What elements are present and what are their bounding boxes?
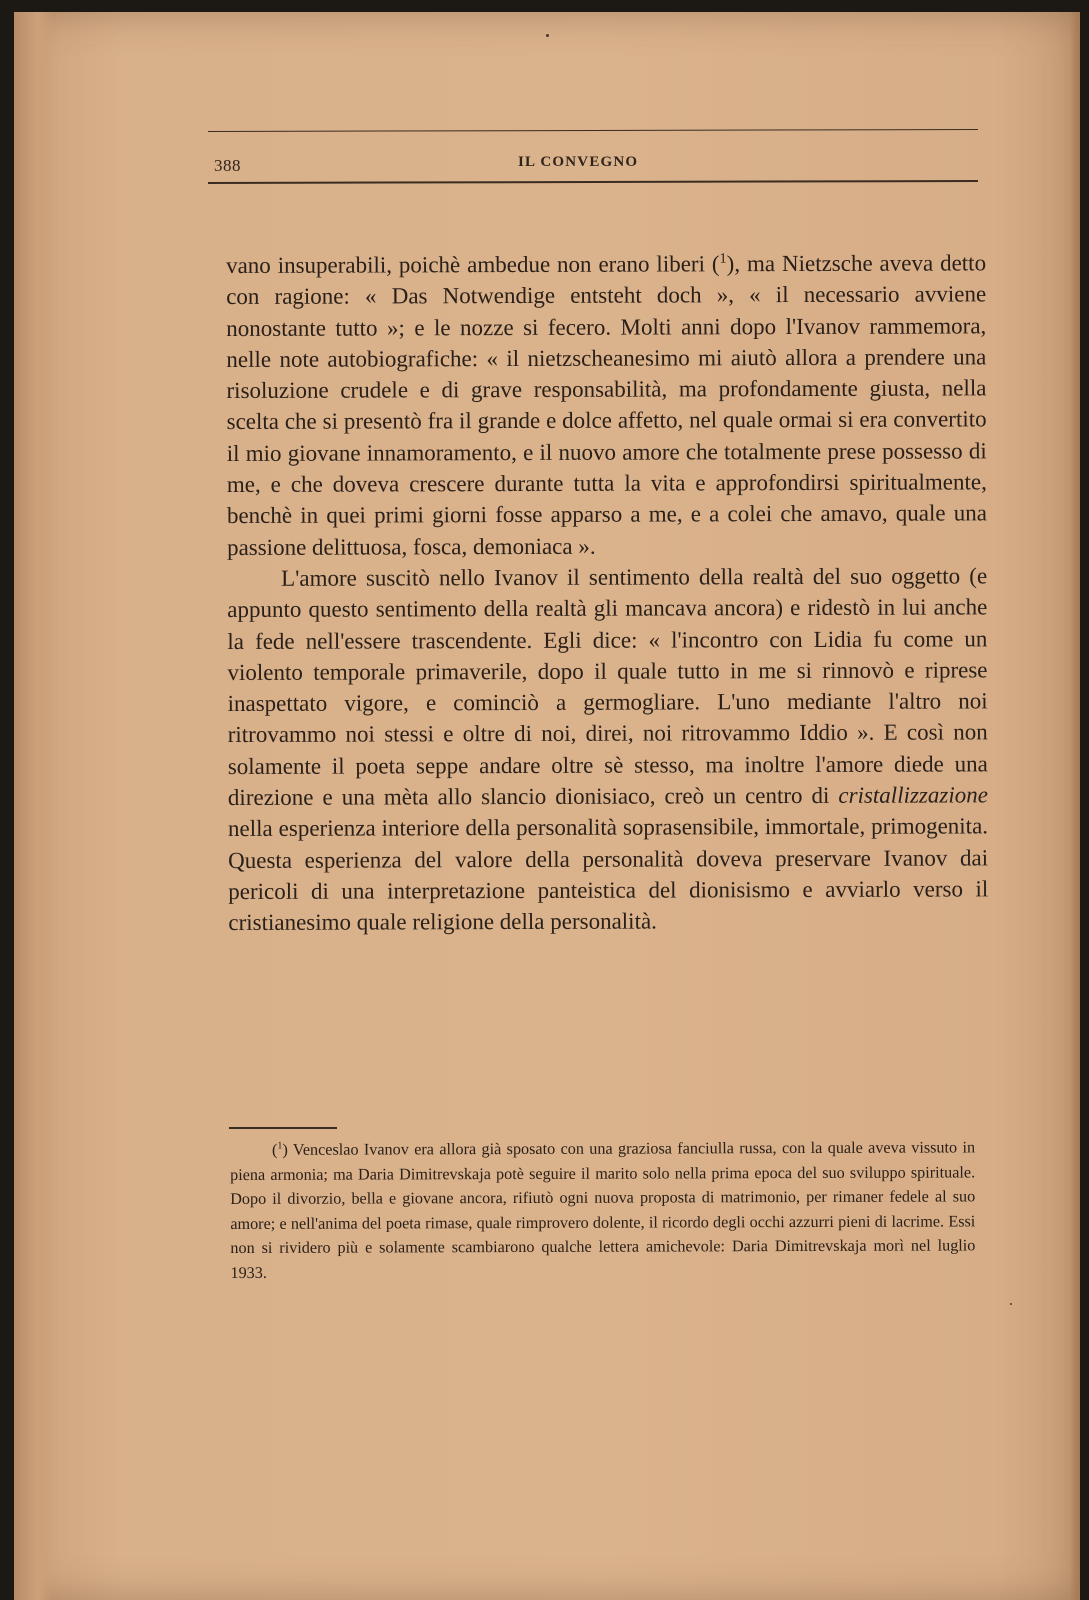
running-head: IL CONVEGNO <box>518 154 639 170</box>
page-binding-shadow <box>14 12 54 1600</box>
footnote-1: ($^1$) Venceslao Ivanov era allora già sposato con una graziosa fanciulla russa, con la quale aveva vissuto in piena armonia; ma Daria Dimitrevskaja potè seguire il marito solo nella prima epoca del suo sviluppo spirituale. Dopo il divorzio, bella e giovane ancora, rifiutò ogni nuova proposta di matrimonio, per rimaner fedele al suo amore; e nell'anima del poeta rimase, quale rimprovero dolente, il ricordo degli occhi azzurri pieni di lacrime. Essi non si rividero più e solamente scambiarono qualche lettera amichevole: Daria Dimitrevskaja morì nel luglio 1933. <box>230 1138 976 1282</box>
paragraph-2-text-a: L'amore suscitò nello Ivanov il sentimento della realtà del suo oggetto (e appunto questo sentimento della realtà gli mancava ancora) e ridestò in lui anche la fede nell'essere trascendente. Egli dice: « l'incontro con Lidia fu come un violento temporale primaverile, dopo il quale tutto in me si rinnovò e riprese inaspettato vigore, e cominciò a germogliare. L'uno mediante l'altro noi ritrovammo noi stessi e oltre di noi, direi, noi ritrovammo Iddio ». E così non solamente il poeta seppe andare oltre sè stesso, ma inoltre l'amore diede una direzione e una mèta allo slancio dionisiaco, creò un centro di <box>227 563 988 811</box>
paragraph-2 <box>227 560 988 938</box>
footnotes <box>230 1135 976 1285</box>
footnote-reference: 1 <box>719 250 727 267</box>
footnote-separator <box>229 1127 337 1129</box>
paragraph-1 <box>226 247 987 563</box>
paper-speck <box>1010 1303 1012 1305</box>
paragraph-1-text-b: ), ma Nietzsche aveva detto con ragione: « Das Notwendige entsteht doch », « il necessario avviene nonostante tutto »; e le nozze si fecero. Molti anni dopo l'Ivanov rammemora, nelle note autobiografiche: « il nietzscheanesimo mi aiutò allora a prendere una risoluzione crudele e di grave responsabilità, ma profondamente giusta, nella scelta che si presentò fra il grande e dolce affetto, nel quale ormai si era convertito il mio giovane innamoramento, e il nuovo amore che totalmente prese possesso di me, e che doveva crescere durante tutta la vita e approfondirsi spiritualmente, benchè in quei primi giorni fosse apparso a me, e a colei che amavo, quale una passione delittuosa, fosca, demoniaca ». <box>226 250 987 560</box>
paper-speck <box>546 34 549 37</box>
page-number: 388 <box>214 156 241 175</box>
italic-term: cristallizzazione <box>838 782 988 808</box>
body-text <box>226 247 988 938</box>
paragraph-2-text-b: nella esperienza interiore della personalità soprasensibile, immortale, primogenita. Questa esperienza del valore della personalità doveva preservare Ivanov dai pericoli di una interpretazione panteistica del dionisismo e avviarlo verso il cristianesimo quale religione della personalità. <box>227 813 989 936</box>
paragraph-1-text-a: vano insuperabili, poichè ambedue non erano liberi ( <box>226 251 720 278</box>
page-right-edge <box>1070 12 1080 1600</box>
footnote-1-text: Venceslao Ivanov era allora già sposato con una graziosa fanciulla russa, con la quale aveva vissuto in piena armonia; ma Daria Dimitrevskaja potè seguire il marito solo nella prima epoca del suo sviluppo spirituale. Dopo il divorzio, bella e giovane ancora, rifiutò ogni nuova proposta di matrimonio, per rimaner fedele al suo amore; e nell'anima del poeta rimase, quale rimprovero dolente, il ricordo degli occhi azzurri pieni di lacrime. Essi non si rividero più e solamente scambiarono qualche lettera amichevole: Daria Dimitrevskaja morì nel luglio 1933. <box>230 1138 976 1282</box>
footnote-marker: 1 <box>277 1140 283 1152</box>
